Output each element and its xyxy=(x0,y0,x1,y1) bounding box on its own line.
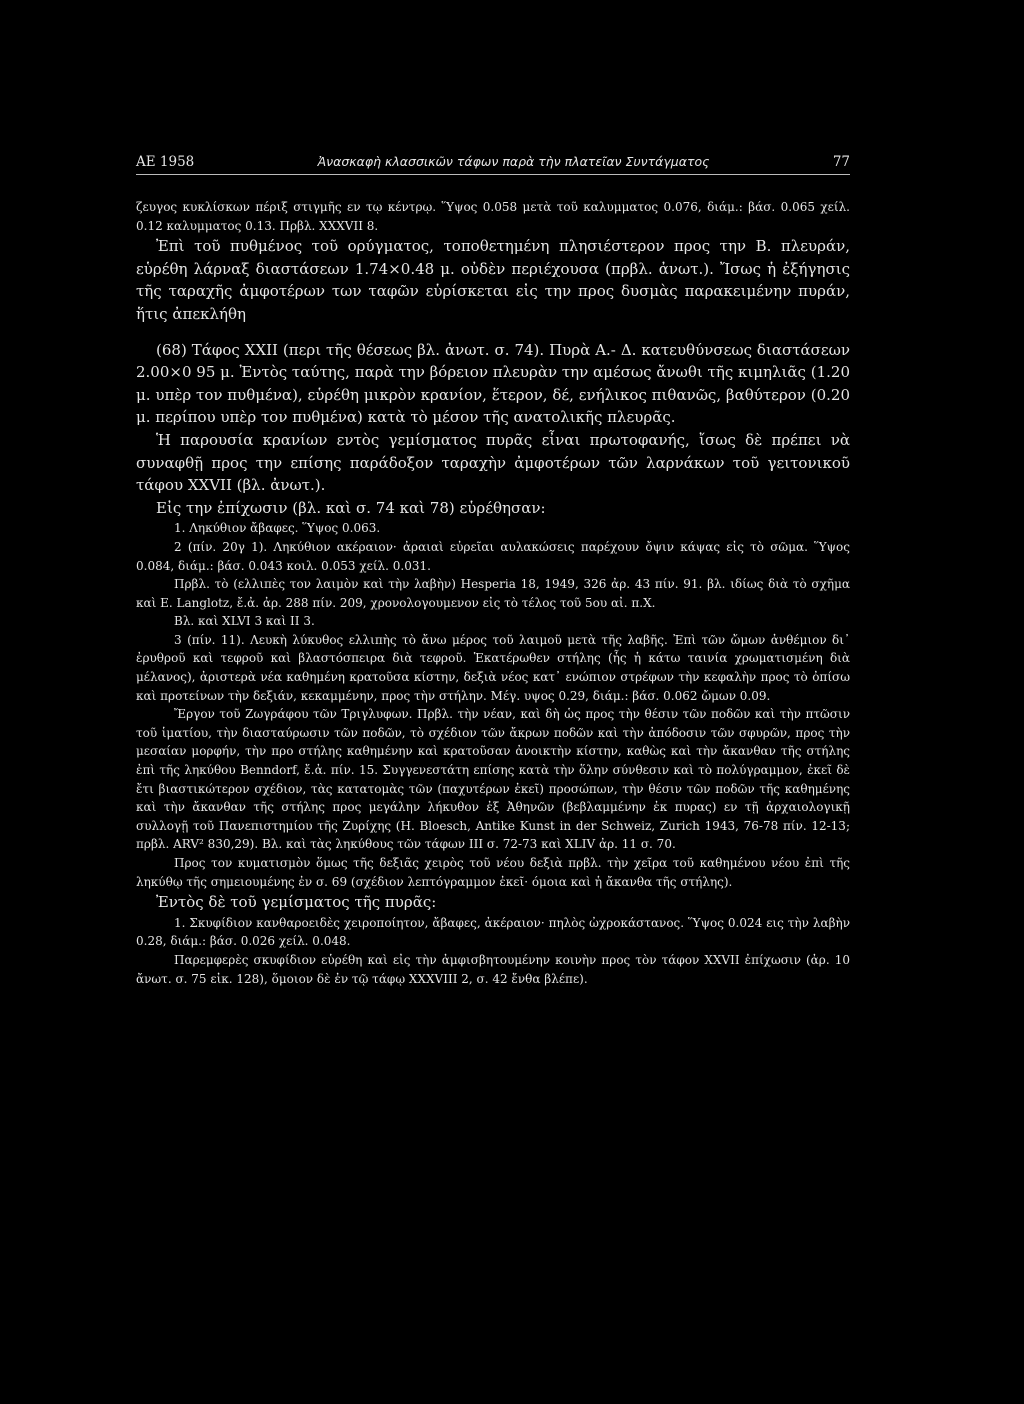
paragraph: Ἡ παρουσία κρανίων εντὸς γεμίσματος πυρᾶς εἶναι πρωτοφανής, ἴσως δὲ πρέπει νὰ συναφθῇ προς την επίσης παράδοξον ταραχὴν ἀμφοτέρων τῶν λαρνάκων τοῦ γειτονικοῦ τάφου ΧΧVII (βλ. ἀνωτ.). xyxy=(136,430,850,495)
catalog-item: 1. Σκυφίδιον κανθαροειδὲς χειροποίητον, ἄβαφες, ἀκέραιον· πηλὸς ὠχροκάστανος. Ὕψος 0.024 εις τὴν λαβὴν 0.28, διάμ.: βάσ. 0.026 χείλ. 0.048. xyxy=(136,915,850,949)
paragraph: Εἰς την ἐπίχωσιν (βλ. καὶ σ. 74 καὶ 78) εὑρέθησαν: xyxy=(156,498,546,517)
catalog-item: 3 (πίν. 11). Λευκὴ λύκυθος ελλιπὴς τὸ ἄνω μέρος τοῦ λαιμοῦ μετὰ τῆς λαβῆς. Ἐπὶ τῶν ὤμων ἀνθέμιον δι᾽ ἐρυθροῦ καὶ τεφροῦ καὶ βλαστόσπειρα διὰ τεφροῦ. Ἑκατέρωθεν στήλης (ἧς ἡ κάτω ταινία χρωματισμένη διὰ μέλανος), ἀριστερὰ νέα καθημένη κρατοῦσα κίστην, δεξιὰ νέος κατ᾽ ενώπιον στρέφων τὴν κεφαλὴν προς τὸ ὀπίσω καὶ προτείνων τὴν δεξιάν, κεκαμμένην, προς τὴν στήλην. Μέγ. υψος 0.29, διάμ.: βάσ. 0.062 ὤμων 0.09. xyxy=(136,632,850,703)
paragraph: Ἐπὶ τοῦ πυθμένος τοῦ ορύγματος, τοποθετημένη πλησιέστερον προς την Β. πλευράν, εὑρέθη λάρναξ διαστάσεων 1.74×0.48 μ. οὐδὲν περιέχουσα (πρβλ. ἀνωτ.). Ἴσως ἡ ἐξήγησις τῆς ταραχῆς ἀμφοτέρων των ταφῶν εὑρίσκεται εἰς την προς δυσμὰς παρακειμένην πυράν, ἥτις ἀπεκλήθη xyxy=(136,237,850,323)
body-text xyxy=(136,198,850,988)
catalog-item: 1. Ληκύθιον ἄβαφες. Ὕψος 0.063. xyxy=(174,521,381,536)
catalog-item: 2 (πίν. 20γ 1). Ληκύθιον ακέραιον· ἀραιαὶ εὐρεῖαι αυλακώσεις παρέχουν ὄψιν κάψας εἰς τὸ σῶμα. Ὕψος 0.084, διάμ.: βάσ. 0.043 κοιλ. 0.053 χείλ. 0.031. xyxy=(136,539,850,573)
document-page xyxy=(136,153,850,988)
paragraph-tomb-entry: (68) Τάφος ΧΧΙΙ (περι τῆς θέσεως βλ. ἀνωτ. σ. 74). Πυρὰ Α.- Δ. κατευθύνσεως διαστάσεων 2.00×0 95 μ. Ἐντὸς ταύτης, παρὰ την βόρειον πλευρὰν την αμέσως ἄνωθι τῆς κιμηλιᾶς (1.20 μ. υπὲρ τον πυθμένα), εὑρέθη μικρὸν κρανίον, ἕτερον, δέ, ενήλικος πιθανῶς, βαθύτερον (0.20 μ. περίπου υπὲρ τον πυθμένα) κατὰ τὸ μέσον τῆς ανατολικῆς πλευρᾶς. xyxy=(136,340,850,427)
catalog-note: Προς τον κυματισμὸν ὅμως τῆς δεξιᾶς χειρὸς τοῦ νέου δεξιὰ πρβλ. τὴν χεῖρα τοῦ καθημένου νέου ἐπὶ τῆς ληκύθῳ τῆς σημειουμένης ἐν σ. 69 (σχέδιον λεπτόγραμμον ἐκεῖ· όμοια καὶ ἡ ἄκανθα τῆς στήλης). xyxy=(136,856,850,889)
catalog-note: Παρεμφερὲς σκυφίδιον εὑρέθη καὶ εἰς τὴν ἀμφισβητουμένην κοινὴν προς τὸν τάφον ΧΧVII ἐπίχωσιν (ἀρ. 10 ἄνωτ. σ. 75 εἰκ. 128), ὅμοιον δὲ ἐν τῷ τάφῳ ΧΧΧVIII 2, σ. 42 ἔνθα βλέπε). xyxy=(136,952,850,986)
page-number: 77 xyxy=(832,154,850,170)
running-header xyxy=(136,153,850,175)
catalog-note: Πρβλ. τὸ (ελλιπὲς τον λαιμὸν καὶ τὴν λαβὴν) Hesperia 18, 1949, 326 ἀρ. 43 πίν. 91. βλ. ιδίως διὰ τὸ σχῆμα καὶ Ε. Langlotz, ἔ.ἀ. ἀρ. 288 πίν. 209, χρονολογουμενον εἰς τὸ τέλος τοῦ 5ου αἰ. π.Χ. xyxy=(136,577,850,610)
catalog-note: Βλ. καὶ ΧLVI 3 καὶ ΙΙ 3. xyxy=(174,614,315,629)
running-title: Ἀνασκαφὴ κλασσικῶν τάφων παρὰ τὴν πλατεῖαν Συντάγματος xyxy=(317,154,710,169)
catalog-note: Ἔργον τοῦ Ζωγράφου τῶν Τριγλυφων. Πρβλ. τὴν νέαν, καὶ δὴ ὡς προς τὴν θέσιν τῶν ποδῶν καὶ τὴν πτῶσιν τοῦ ἱματίου, τὴν διασταύρωσιν τῶν ποδῶν, τὸ σχέδιον τῶν ἄκρων ποδῶν καὶ τὴν ἀπόδοσιν τῶν σφυρῶν, προς τὴν μεσαίαν μορφήν, τὴν προ στήλης καθημένην καὶ κρατοῦσαν ἀνοικτὴν κίστην, καθὼς καὶ τὴν ἄκανθαν τῆς στήλης ἐπὶ τῆς ληκύθου Benndorf, ἔ.ἀ. πίν. 15. Συγγενεστάτη επίσης κατὰ τὴν ὅλην σύνθεσιν καὶ τὸ πολύγραμμον, ἐκεῖ δὲ ἔτι βιαστικώτερον σχέδιον, τὰς κατατομὰς τῶν (παχυτέρων ἐκεῖ) προσώπων, τὴν θέσιν τῶν ποδῶν τῆς καθημένης καὶ τὴν ἄκανθαν τῆς στήλης προς μεγάλην λήκυθον ἐξ Ἀθηνῶν (βεβλαμμένην ἐκ πυρας) εν τῇ ἀρχαιολογικῇ συλλογῇ τοῦ Πανεπιστημίου τῆς Ζυρίχης (Η. Bloesch, Antike Kunst in der Schweiz, Zurich 1943, 76-78 πίν. 12-13; πρβλ. ARV² 830,29). Βλ. καὶ τὰς ληκύθους τῶν τάφων ΙΙΙ σ. 72-73 καὶ ΧLΙV ἀρ. 11 σ. 70. xyxy=(136,707,850,852)
paragraph: ζευγος κυκλίσκων πέριξ στιγμῆς εν τῳ κέντρῳ. Ὕψος 0.058 μετὰ τοῦ καλυμματος 0.076, διάμ.: βάσ. 0.065 χείλ. 0.12 καλυμματος 0.13. Πρβλ. ΧΧΧVII 8. xyxy=(136,200,850,233)
section-heading: Ἐντὸς δὲ τοῦ γεμίσματος τῆς πυρᾶς: xyxy=(156,893,437,912)
journal-reference: ΑΕ 1958 xyxy=(136,154,195,170)
